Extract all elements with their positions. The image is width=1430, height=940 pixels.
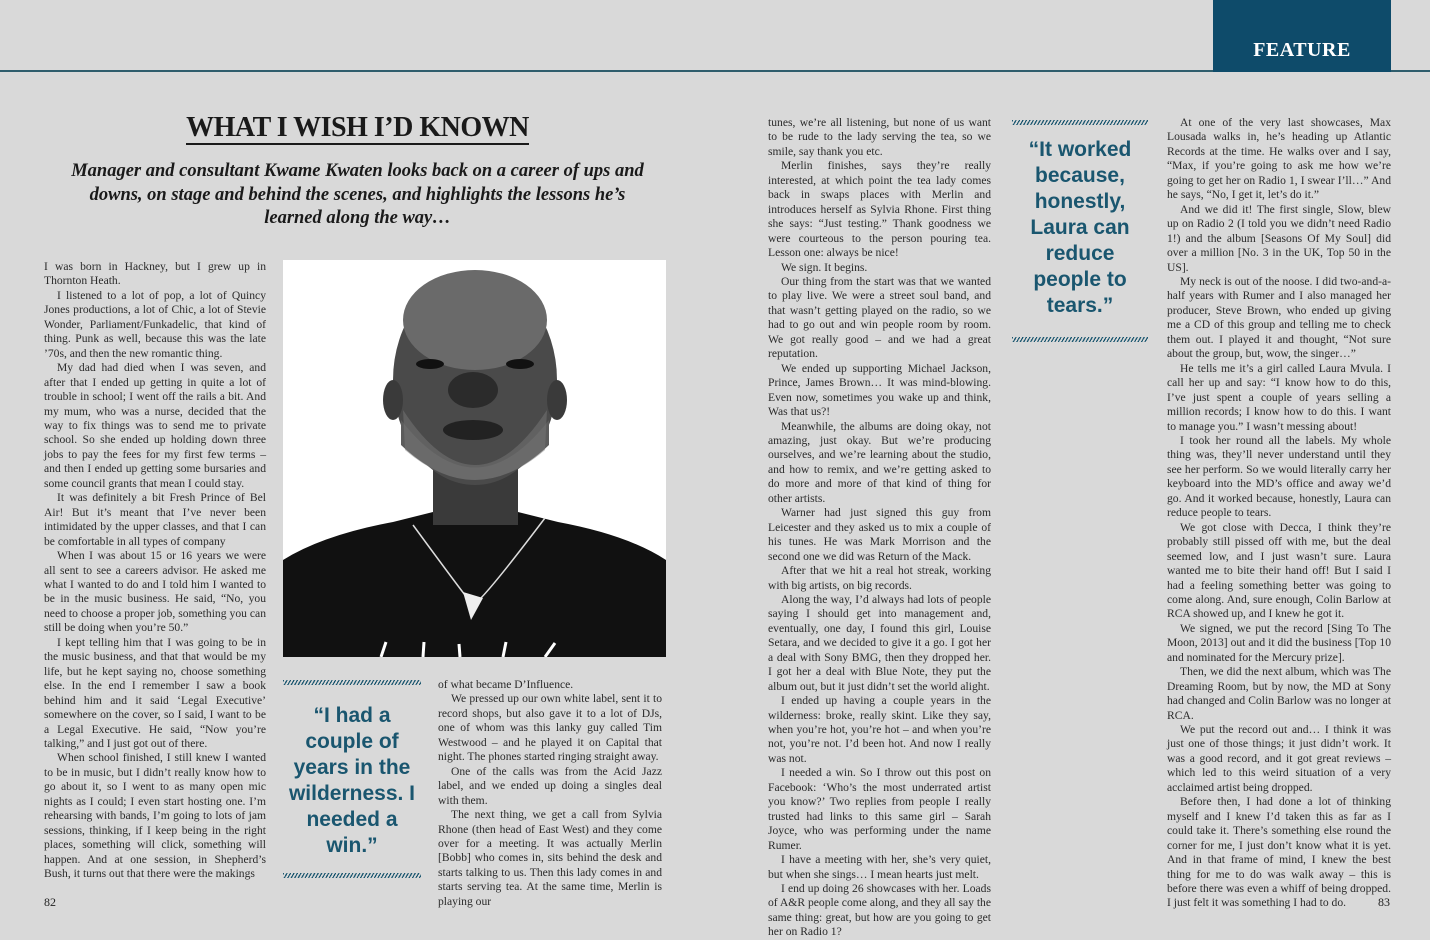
paragraph: tunes, we’re all listening, but none of us want to be rude to the lady serving the tea, so we smile, say thank you etc. [768,116,991,158]
paragraph: Meanwhile, the albums are doing okay, not amazing, just okay. But we’re producing ourselves, and we’re learning about the studio, and how to remix, and we’re getting asked to do more and more of that kind of thing for other artists. [768,419,991,505]
section-tab [1213,0,1391,72]
paragraph: Then, we did the next album, which was The Dreaming Room, but by now, the MD at Sony had changed and Colin Barlow was no longer at RCA. [1167,665,1391,722]
paragraph: Merlin finishes, says they’re really interested, at which point the tea lady comes back in swaps places with Merlin and introduces herself as Sylvia Rhone. First thing she says: “Just testing.” Thank goodness we were courteous to the person pouring tea. Lesson one: always be nice! [768,159,991,260]
paragraph: I was born in Hackney, but I grew up in Thornton Heath. [44,260,266,288]
paragraph: When school finished, I still knew I wanted to be in music, but I didn’t really know how to go about it, so I went to as many open mic nights as I could; I even start hosting one. I’m rehearsing with bands, I’m going to lots of jam sessions, thinking, if I keep being in the right places, something will click, something will happen. And at one session, in Shepherd’s Bush, it turns out that there were the makings [44,751,266,881]
paragraph: We signed, we put the record [Sing To The Moon, 2013] out and it did the business [Top 10 and nominated for the Mercury prize]. [1167,621,1391,664]
pull-quote-text: “I had a couple of years in the wilderness. I needed a win.” [288,704,416,857]
pull-quote-right [1012,120,1148,342]
text-column-2 [438,678,662,909]
paragraph: We put the record out and… I think it was just one of those things; it just didn’t work. It was a good record, and it got great reviews – which led to this weird situation of a very acclaimed artist being dropped. [1167,723,1391,794]
paragraph: And we did it! The first single, Slow, blew up on Radio 2 (I told you we didn’t need Radio 1!) and the album [Seasons Of My Soul] did over a million [No. 3 in the UK, Top 50 in the US]. [1167,202,1391,274]
paragraph: I ended up having a couple years in the wilderness: broke, really skint. Like they say, when you’re hot, you’re hot – and when you’re not, you’re not. I’d been hot. And now I really was not. [768,694,991,765]
paragraph: I listened to a lot of pop, a lot of Quincy Jones productions, a lot of Chic, a lot of Stevie Wonder, Parliament/Funkadelic, that kind of thing. Punk as well, because this was the late ’70s, and then the new romantic thing. [44,288,266,360]
paragraph: I needed a win. So I throw out this post on Facebook: ‘Who’s the most underrated artist you know?’ Two replies from people I really trusted had links to this same girl – Sarah Joyce, who was performing under the name Rumer. [768,766,991,852]
paragraph: of what became D’Influence. [438,678,574,691]
paragraph: We got close with Decca, I think they’re probably still pissed off with me, but the deal seemed low, and I just wasn’t sure. Laura wanted me to bite their hand off! But I said I had a feeling something better was going to come along. And, sure enough, Colin Barlow at RCA showed up, and I knew he got it. [1167,520,1391,621]
article-title-text: WHAT I WISH I’D KNOWN [186,112,529,143]
paragraph: I took her round all the labels. My whole thing was, they’ll never understand until they see her perform. So we would literally carry her keyboard into the MD’s office and away we’d go. And it worked because, honestly, Laura can reduce people to tears. [1167,433,1391,520]
paragraph: My neck is out of the noose. I did two-and-a-half years with Rumer and I also managed her producer, Steve Brown, who ended up giving me a CD of this group and telling me to check them out. I played it and thought, “Not sure about the group, but, wow, the singer…” [1167,274,1391,361]
paragraph: He tells me it’s a girl called Laura Mvula. I call her up and say: “I know how to do this, I’ve just spent a couple of years selling a million records; I know how to do this. I want to manage you.” I wasn’t messing about! [1167,361,1391,433]
pull-quote-left [283,680,421,878]
text-column-3 [768,116,991,940]
page-number-right: 83 [1378,895,1390,909]
paragraph: After that we hit a real hot streak, working with big artists, on big records. [768,564,991,592]
paragraph: I end up doing 26 showcases with her. Loads of A&R people come along, and they all say the same thing: great, but how are you going to get her on Radio 1? [768,882,991,939]
paragraph: We sign. It begins. [781,260,868,274]
portrait-image [283,260,666,657]
paragraph: One of the calls was from the Acid Jazz label, and we ended up doing a singles deal with them. [438,764,662,807]
paragraph: It was definitely a bit Fresh Prince of Bel Air! But it’s meant that I’ve never been intimidated by the upper classes, and that I can be comfortable in all types of company [44,491,266,548]
paragraph: We ended up supporting Michael Jackson, Prince, James Brown… It was mind-blowing. Even now, sometimes you wake up and think, Was that us?! [768,361,991,419]
text-column-1 [44,260,266,881]
text-column-4 [1167,116,1391,911]
paragraph: I have a meeting with her, she’s very quiet, but when she sings… I mean hearts just melt. [768,853,991,881]
page-number-left: 82 [44,895,56,909]
section-label: FEATURE [1253,39,1351,61]
paragraph: Warner had just signed this guy from Leicester and they asked us to mix a couple of his tunes. He was Mark Morrison and the second one we did was Return of the Mack. [768,506,991,563]
paragraph: Our thing from the start was that we wanted to play live. We were a street soul band, and that wasn’t getting played on the radio, so we had to go out and win people room by room. We got really good – and we had a great reputation. [768,274,991,361]
paragraph: At one of the very last showcases, Max Lousada walks in, he’s heading up Atlantic Records at the time. He walks over and I say, “Max, if you’re going to ask me how we’re going to get her on Radio 1, I swear I’ll…” And he says, “No, I get it, let’s do it.” [1167,116,1391,202]
paragraph: We pressed up our own white label, sent it to record shops, but also gave it to a lot of DJs, one of whom was this lanky guy called Tim Westwood – and he played it on Capital that night. The phones started ringing straight away. [438,692,662,764]
paragraph: When I was about 15 or 16 years we were all sent to see a careers advisor. He asked me what I wanted to do and I told him I wanted to be in the music business. He said, “No, you need to choose a proper job, something you can still be doing when you’re 50.” [44,549,266,635]
standfirst: Manager and consultant Kwame Kwaten looks back on a career of ups and downs, on stage and behind the scenes, and highlights the lessons he’s learned along the way… [71,161,644,228]
article-title [0,112,715,144]
pull-quote-rule-bottom [1012,337,1148,342]
portrait-photo [283,260,666,657]
paragraph: My dad had died when I was seven, and after that I ended up getting in quite a lot of trouble in school; I went off the rails a bit. And my mum, who was a nurse, decided that the way to fix things was to send me to private school. So she ended up holding down three jobs to pay the fees for my first few terms – and then I ended up getting some bursaries and some council grants that mean I could stay. [44,361,266,490]
pull-quote-rule-bottom [283,873,421,878]
paragraph: The next thing, we get a call from Sylvia Rhone (then head of East West) and they come over for a meeting. It was actually Merlin [Bobb] who comes in, sits behind the desk and starts talking to us. Then this lady comes in and starts serving tea. At the same time, Merlin is playing our [438,808,662,908]
paragraph: I kept telling him that I was going to be in the music business, and that that would be my life, but he kept saying no, choose something else. In the end I remember I saw a book behind him and it said ‘Legal Executive’ somewhere on the cover, so I said, I want to be a Legal Executive. He said, “Now you’re talking,” and I just got out of there. [44,635,266,750]
paragraph: Before then, I had done a lot of thinking myself and I knew I’d taken this as far as I could take it. There’s something else round the corner for me, I just don’t know what it is yet. And in that frame of mind, I knew the best thing for me to do was walk away – this is before there was even a whiff of being dropped. I just felt it was something I had to do. [1167,795,1391,910]
pull-quote-text: “It worked because, honestly, Laura can reduce people to tears.” [1028,138,1132,317]
paragraph: Along the way, I’d always had lots of people saying I should get into management and, eventually, one day, I found this girl, Louise Setara, and we decided to give it a go. I got her a deal with Sony BMG, then they dropped her. I got her a deal with Blue Note, they put the album out, but it just didn’t set the world alight. [768,592,991,693]
